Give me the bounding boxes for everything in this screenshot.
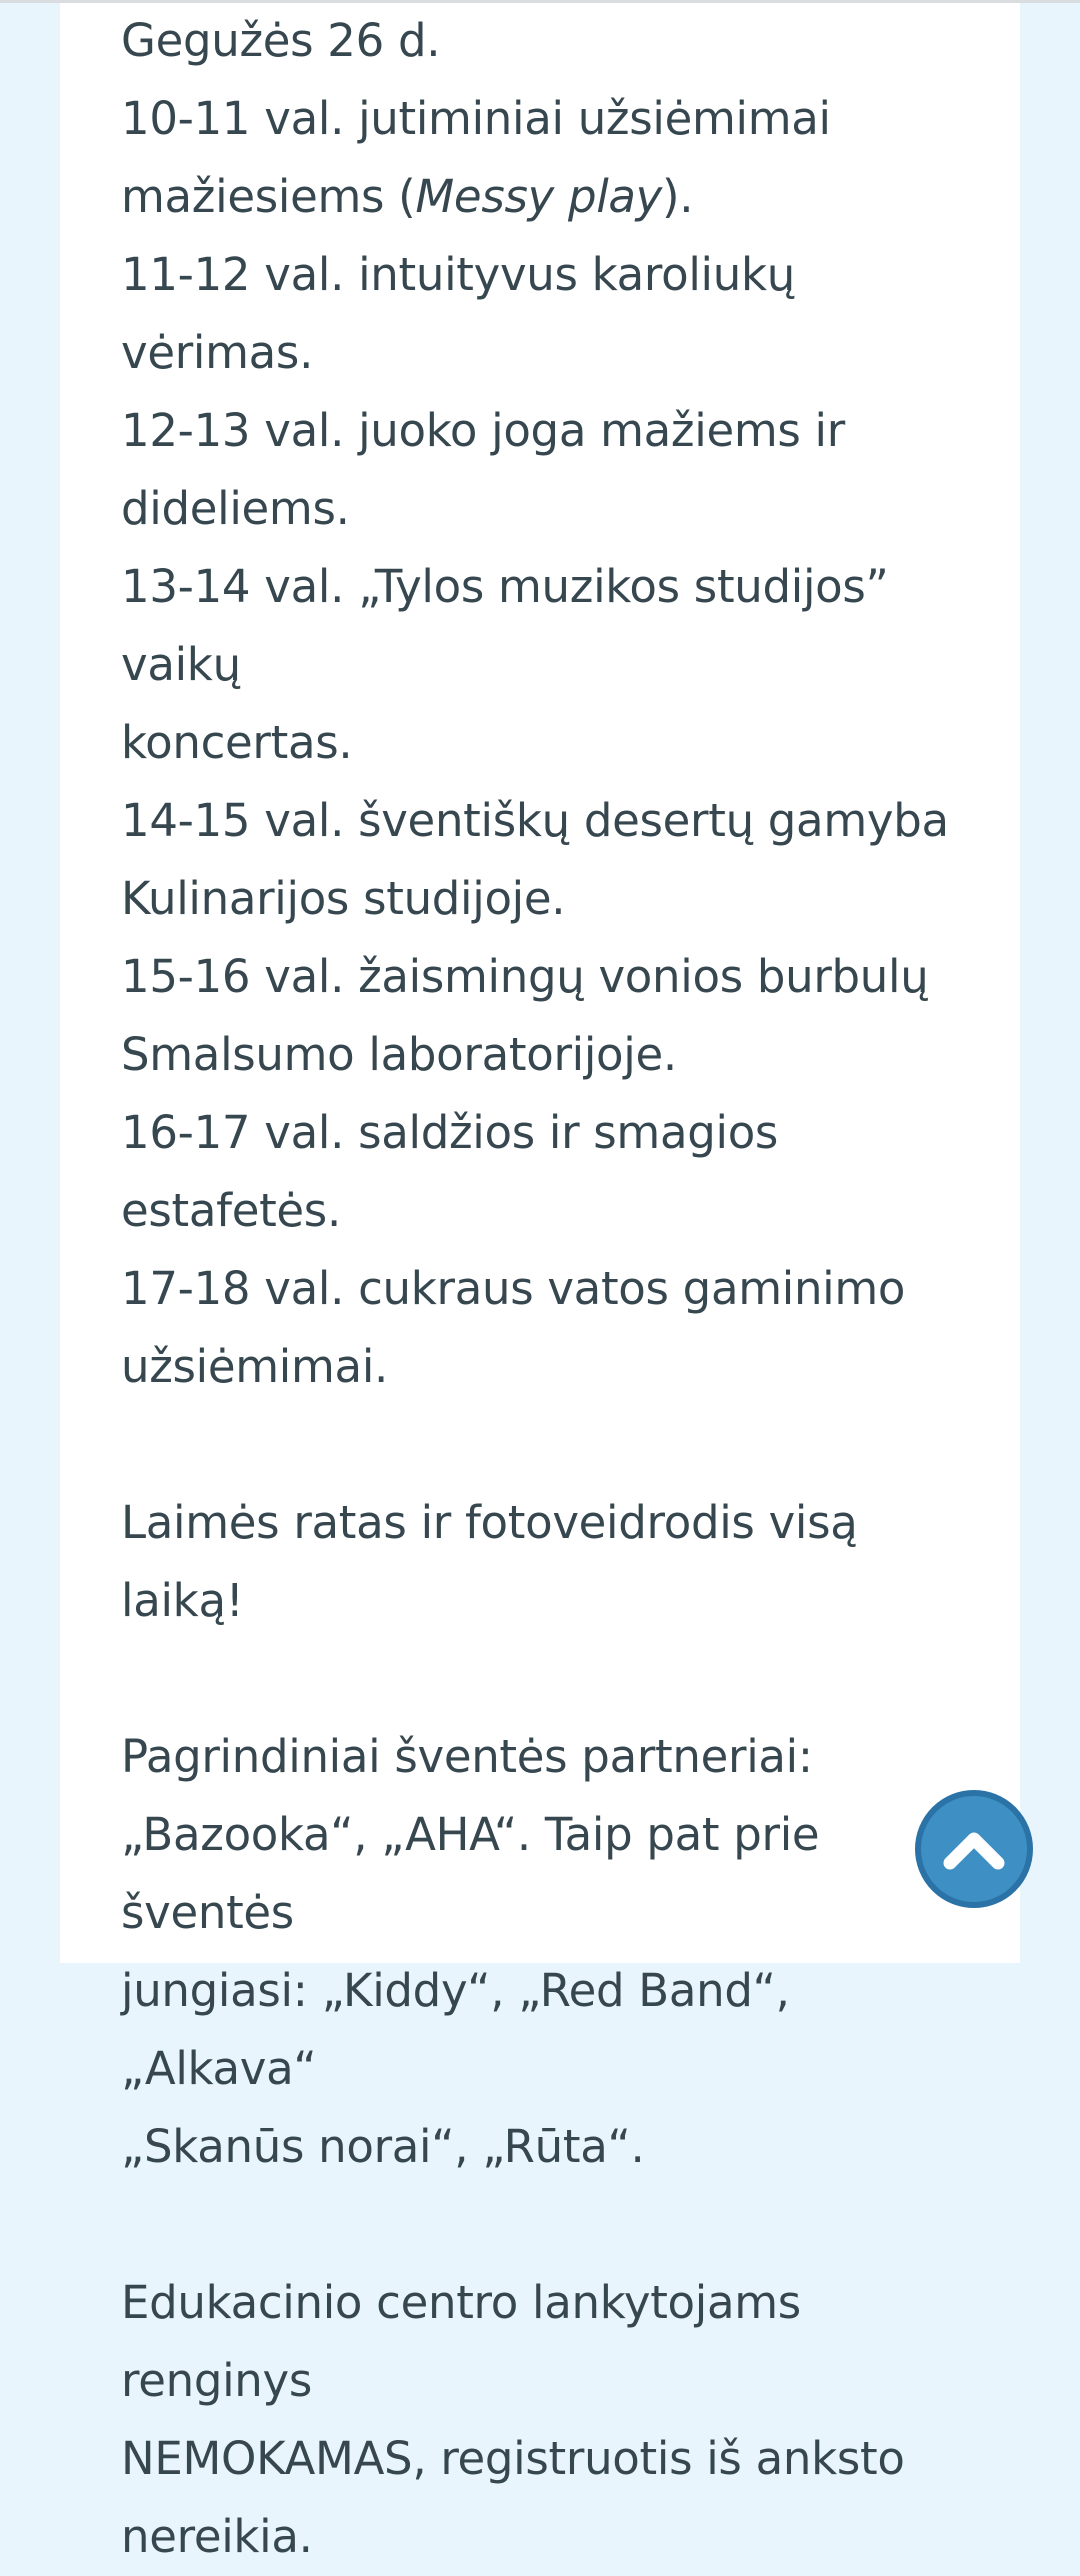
schedule-text: ).: [662, 170, 694, 223]
schedule-line: 11-12 val. intuityvus karoliukų vėrimas.: [121, 248, 795, 379]
schedule-line: [121, 158, 981, 236]
admission-line: NEMOKAMAS, registruotis iš anksto: [121, 2432, 905, 2485]
schedule-line: Smalsumo laboratorijoje.: [121, 1028, 677, 1081]
partners-line: Pagrindiniai šventės partneriai:: [121, 1730, 813, 1783]
schedule-line: 10-11 val. jutiminiai užsiėmimai: [121, 92, 831, 145]
paragraph-gap: [121, 2186, 981, 2264]
admission-line: Edukacinio centro lankytojams renginys: [121, 2276, 801, 2407]
article-body: [121, 2, 981, 2576]
schedule-line: dideliems.: [121, 482, 350, 535]
schedule-line: 15-16 val. žaismingų vonios burbulų: [121, 950, 929, 1003]
schedule-date: Gegužės 26 d.: [121, 14, 441, 67]
schedule-line: 16-17 val. saldžios ir smagios estafetės.: [121, 1106, 779, 1237]
chevron-up-icon: [942, 1827, 1006, 1871]
partners-line: „Bazooka“, „AHA“. Taip pat prie šventės: [121, 1808, 820, 1939]
schedule-line: užsiėmimai.: [121, 1340, 389, 1393]
admission-line: nereikia.: [121, 2510, 313, 2563]
paragraph-gap: [121, 1406, 981, 1484]
highlight-paragraph: Laimės ratas ir fotoveidrodis visą laiką!: [121, 1496, 858, 1627]
paragraph-gap: [121, 1640, 981, 1718]
scroll-to-top-button[interactable]: [915, 1790, 1033, 1908]
schedule-line: 12-13 val. juoko joga mažiems ir: [121, 404, 845, 457]
schedule-line: 14-15 val. šventiškų desertų gamyba: [121, 794, 949, 847]
schedule-line: Kulinarijos studijoje.: [121, 872, 566, 925]
schedule-line: 17-18 val. cukraus vatos gaminimo: [121, 1262, 906, 1315]
partners-line: „Skanūs norai“, „Rūta“.: [121, 2120, 645, 2173]
schedule-line: koncertas.: [121, 716, 353, 769]
schedule-text: mažiesiems (: [121, 170, 416, 223]
schedule-line: 13-14 val. „Tylos muzikos studijos” vaikų: [121, 560, 889, 691]
partners-line: jungiasi: „Kiddy“, „Red Band“, „Alkava“: [121, 1964, 790, 2095]
schedule-italic-text: Messy play: [415, 170, 663, 223]
